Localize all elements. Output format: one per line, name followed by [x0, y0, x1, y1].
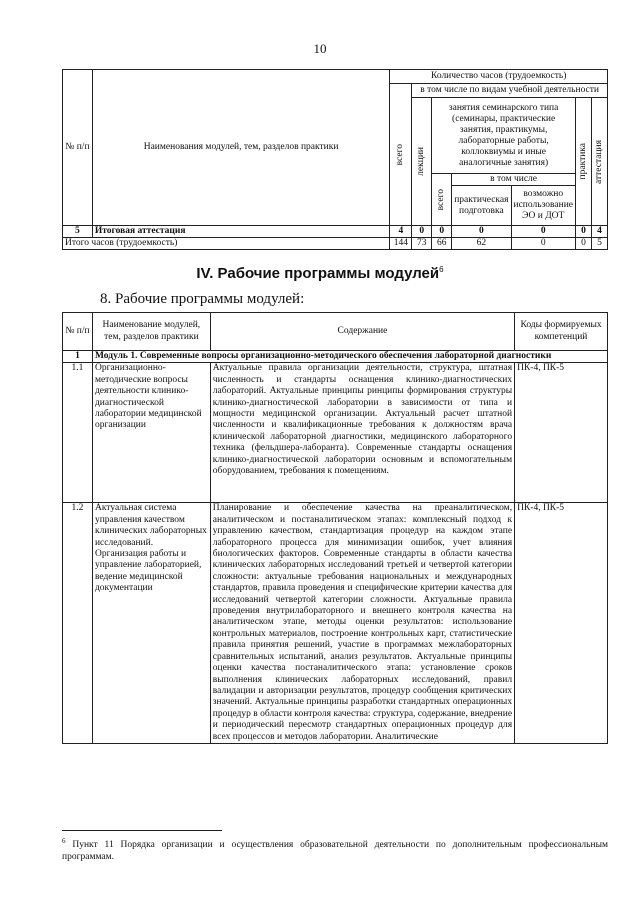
- table-row: [63, 503, 608, 744]
- row5-total: 4: [390, 226, 412, 238]
- row-1-1-codes: ПК-4, ПК-5: [515, 363, 608, 503]
- p-h-codes: Коды формируемых компетенций: [515, 313, 608, 351]
- section-iv-title: [0, 265, 640, 282]
- h-practice: практика: [577, 143, 588, 180]
- p-h-content: Содержание: [210, 313, 514, 351]
- total-prac-prep: 62: [452, 238, 511, 250]
- table-row: [63, 226, 608, 238]
- row5-num: 5: [63, 226, 93, 238]
- row5-prac-prep: 0: [452, 226, 511, 238]
- row-1-1-name: Организационно-методические вопросы деятельности клинико-диагностической лаборатории медицинской организации: [92, 363, 210, 503]
- h-sem-total: всего: [436, 188, 447, 211]
- table-row: [63, 238, 608, 250]
- h-attestation-cell: [591, 98, 607, 226]
- section-iv-title-text: IV. Рабочие программы модулей: [196, 265, 440, 282]
- footnote-mark: 6: [62, 837, 66, 845]
- row-1-2-codes: ПК-4, ПК-5: [515, 503, 608, 744]
- row5-practice: 0: [575, 226, 591, 238]
- row-1-2-num: 1.2: [63, 503, 93, 744]
- footnote-text: Пункт 11 Порядка организации и осуществления образовательной деятельности по дополнительным профессиональным программам.: [62, 840, 608, 863]
- row5-eo-dot: 0: [511, 226, 575, 238]
- row5-name: Итоговая аттестация: [92, 226, 390, 238]
- h-num: № п/п: [63, 70, 93, 226]
- h-sem-total-cell: [432, 174, 452, 226]
- h-total-cell: [390, 84, 412, 226]
- h-total: всего: [395, 143, 406, 166]
- footnote-divider: [62, 830, 222, 831]
- h-incl-kinds: в том числе по видам учебной деятельности: [412, 84, 608, 98]
- row-1-1-num: 1.1: [63, 363, 93, 503]
- p-h-name: Наименование модулей, тем, разделов практики: [92, 313, 210, 351]
- hours-table: [62, 69, 608, 250]
- module-num: 1: [63, 351, 93, 363]
- footnote-ref: 6: [439, 265, 444, 274]
- module-row: [63, 351, 608, 363]
- table-row: [63, 363, 608, 503]
- h-eo-dot: возможно использование ЭО и ДОТ: [511, 186, 575, 226]
- p-h-num: № п/п: [63, 313, 93, 351]
- row-1-1-content: Актуальные правила организации деятельности, структура, штатная численность и стандарты оснащения клинико-диагностических лабораторий. Актуальные принципы ринципы формирования структуры клинико-диагностической лаборатории в зависимости от типа и мощности медицинской организации. Актуальный расчет штатной численности и квалификационные требования к должностям врача клинической лабораторной диагностики, медицинского лабораторного техника (фельдшера-лаборанта). Современные стандарты оснащения клинико-диагностической лаборатории основным и вспомогательным оборудованием, требования к помещениям.: [210, 363, 514, 503]
- footnote: [62, 835, 608, 863]
- total-name: Итого часов (трудоемкость): [63, 238, 390, 250]
- h-prac-prep: практическая подготовка: [452, 186, 511, 226]
- h-seminar: занятия семинарского типа (семинары, практические занятия, практикумы, лабораторные работы, коллоквиумы и иные аналогичные занятия): [432, 98, 576, 174]
- row5-sem-total: 0: [432, 226, 452, 238]
- programs-table: [62, 312, 608, 744]
- subheading: 8. Рабочие программы модулей:: [100, 291, 305, 307]
- row-1-2-name: Актуальная система управления качеством клинических лабораторных исследований. Организация работы и управление лабораторией, ведение медицинской документации: [92, 503, 210, 744]
- total-lectures: 73: [412, 238, 432, 250]
- total-attestation: 5: [591, 238, 607, 250]
- total-sem-total: 66: [432, 238, 452, 250]
- h-incl: в том числе: [452, 174, 576, 186]
- h-qty: Количество часов (трудоемкость): [390, 70, 608, 84]
- h-practice-cell: [575, 98, 591, 226]
- row5-lectures: 0: [412, 226, 432, 238]
- row-1-2-content: Планирование и обеспечение качества на преаналитическом, аналитическом и постаналитическом этапах: комплексный подход к управлению качеством, стандартизация процедур на каждом этапе лабораторного процесса для минимизации ошибок, учет влияния биологических факторов. Современные стандарты в области качества клинических лабораторных исследований третьей и четвертой категории сложности: актуальные требования национальных и международных стандартов, правила проведения и специфические критерии качества для исследований четвертой категории сложности. Актуальные правила проведения внутрилабораторного и внешнего контроля качества на аналитическом этапе, методы оценки результатов: использование контрольных материалов, построение контрольных карт, статистические правила принятия решений, участие в программах межлабораторных сравнительных испытаний, анализ результатов. Актуальные принципы оценки качества постаналитического этапа: установление сроков выполнения клинических лабораторных исследований, правил валидации и авторизации результатов, процедур сообщения критических значений. Актуальные принципы разработки стандартных операционных процедур в области контроля качества: структура, содержание, внедрение и периодический пересмотр стандартных операционных процедур для всех процессов и методов лаборатории. Аналитические: [210, 503, 514, 744]
- total-practice: 0: [575, 238, 591, 250]
- h-attestation: аттестация: [593, 139, 604, 184]
- module-title: Модуль 1. Современные вопросы организационно-методического обеспечения лабораторной диагностики: [92, 351, 607, 363]
- h-lectures: лекции: [416, 147, 427, 176]
- h-name: Наименования модулей, тем, разделов практики: [92, 70, 390, 226]
- h-lectures-cell: [412, 98, 432, 226]
- total-eo-dot: 0: [511, 238, 575, 250]
- page-number: 10: [313, 41, 327, 56]
- total-total: 144: [390, 238, 412, 250]
- row5-attestation: 4: [591, 226, 607, 238]
